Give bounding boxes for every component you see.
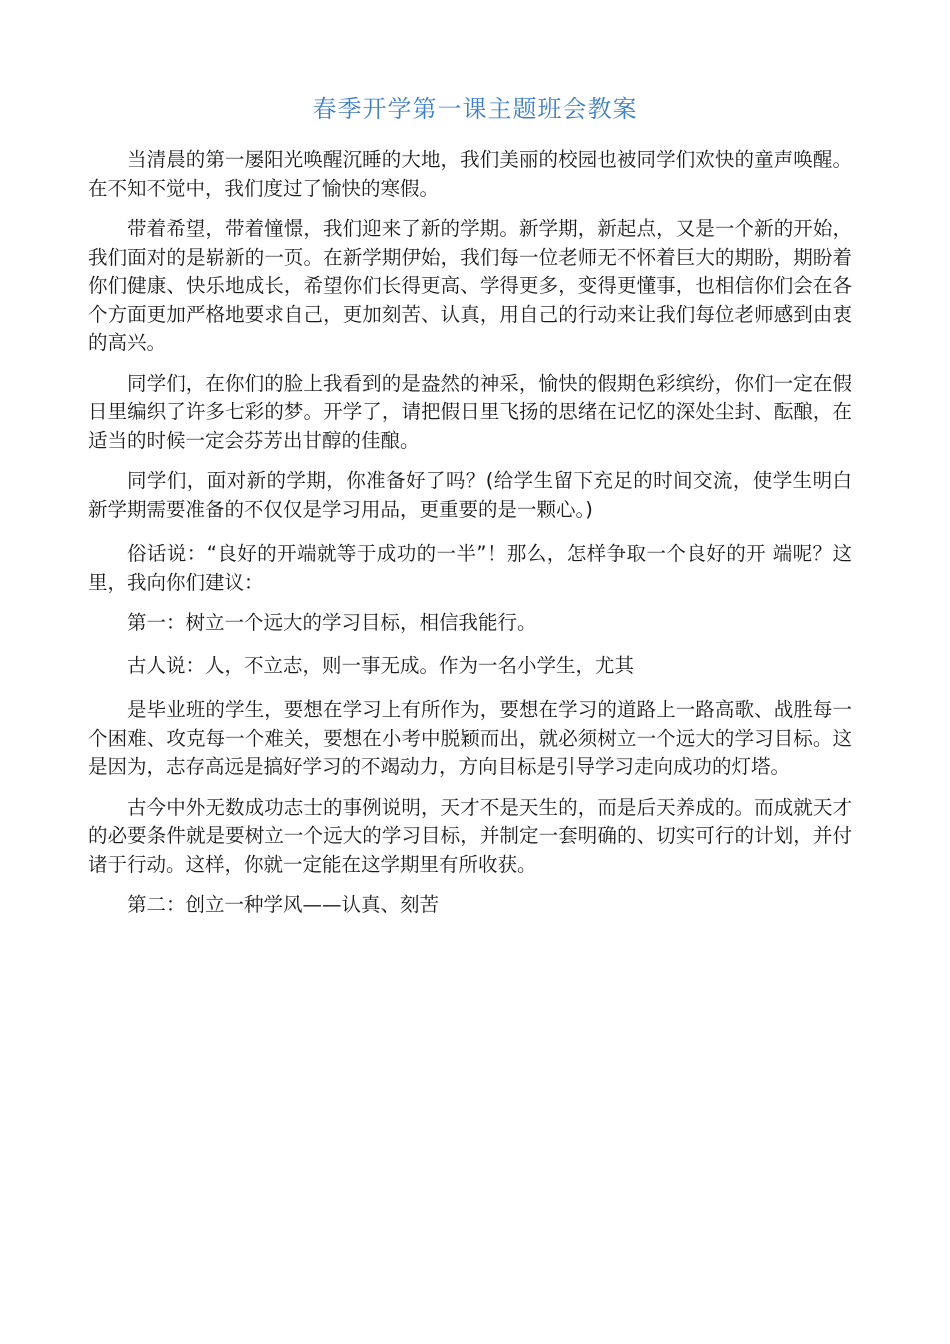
paragraph-first-point: 第一：树立一个远大的学习目标，相信我能行。 [127, 611, 537, 634]
paragraph-second-point: 第二：创立一种学风——认真、刻苦 [127, 893, 440, 916]
document-body [88, 146, 852, 920]
paragraph-graduates: 是毕业班的学生，要想在学习上有所作为，要想在学习的道路上一路高歌、战胜每一个困难、攻克每一个难关，要想在小考中脱颖而出，就必须树立一个远大的学习目标。这是因为，志存高远是搞好学习的不竭动力，方向目标是引导学习走向成功的灯塔。 [88, 698, 852, 778]
paragraph-intro: 当清晨的第一屡阳光唤醒沉睡的大地，我们美丽的校园也被同学们欢快的童声唤醒。在不知不觉中，我们度过了愉快的寒假。 [88, 148, 852, 200]
paragraph-genius: 古今中外无数成功志士的事例说明，天才不是天生的，而是后天养成的。而成就天才的必要条件就是要树立一个远大的学习目标，并制定一套明确的、切实可行的计划，并付诸于行动。这样，你就一定能在这学期里有所收获。 [88, 795, 852, 876]
paragraph-ancient-saying: 古人说：人，不立志，则一事无成。作为一名小学生，尤其 [127, 653, 635, 677]
paragraph-holiday: 同学们，在你们的脸上我看到的是盎然的神采，愉快的假期色彩缤纷，你们一定在假日里编织了许多七彩的梦。开学了，请把假日里飞扬的思绪在记忆的深处尘封、酝酿，在适当的时候一定会芬芳出甘醇的佳酿。 [88, 371, 852, 452]
paragraph-proverb: 俗话说：“良好的开端就等于成功的一半”！那么，怎样争取一个良好的开 端呢？这里，我向你们建议： [88, 542, 852, 594]
paragraph-new-semester: 带着希望，带着憧憬，我们迎来了新的学期。新学期，新起点，又是一个新的开始，我们面对的是崭新的一页。在新学期伊始，我们每一位老师无不怀着巨大的期盼，期盼着你们健康、快乐地成长，希望你们长得更高、学得更多，变得更懂事，也相信你们会在各个方面更加严格地要求自己，更加刻苦、认真，用自己的行动来让我们每位老师感到由衷的高兴。 [88, 217, 852, 354]
document-title: 春季开学第一课主题班会教案 [312, 95, 638, 123]
paragraph-ready-question: 同学们，面对新的学期，你准备好了吗？(给学生留下充足的时间交流，使学生明白新学期需要准备的不仅仅是学习用品，更重要的是一颗心。) [88, 469, 852, 521]
